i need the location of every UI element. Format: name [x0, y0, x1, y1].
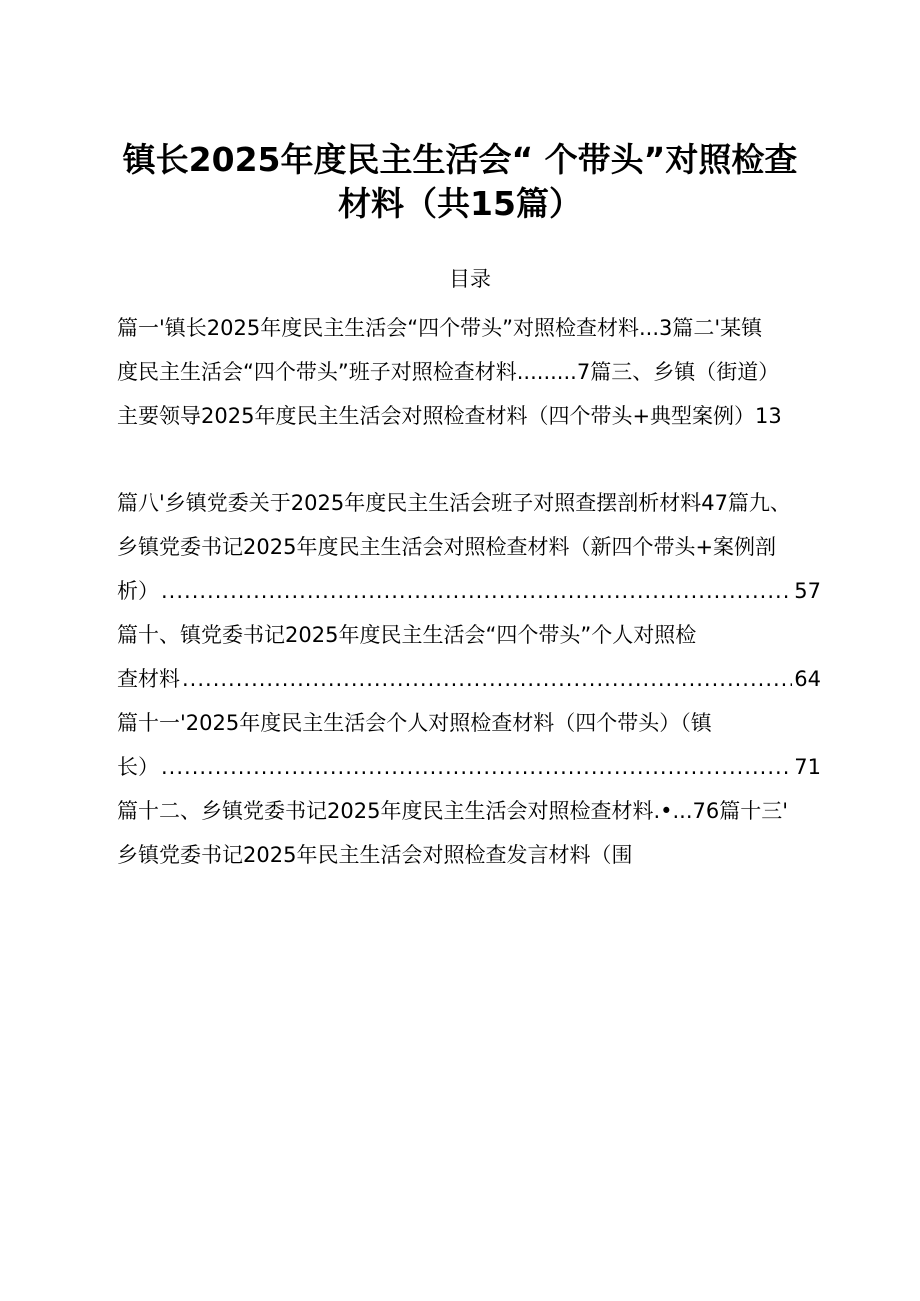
toc-entry-line: 篇十二、乡镇党委书记2025年度民主生活会对照检查材料.•...76篇十三' — [117, 799, 789, 823]
toc-entry-line: 篇一'镇长2025年度民主生活会“四个带头”对照检查材料...3篇二'某镇 — [117, 316, 763, 340]
toc-page-number: 64 — [794, 667, 821, 691]
toc-entry-line: 篇十一'2025年度民主生活会个人对照检查材料（四个带头）（镇 — [117, 711, 712, 735]
toc-entry-line: 篇八'乡镇党委关于2025年度民主生活会班子对照查摆剖析材料47篇九、 — [117, 491, 791, 515]
toc-entry-line: 度民主生活会“四个带头”班子对照检查材料.........7篇三、乡镇（街道） — [117, 360, 780, 384]
document-title-line-1: 镇长2025年度民主生活会“ 个带头”对照检查 — [122, 140, 798, 179]
toc-entry-line: 乡镇党委书记2025年度民主生活会对照检查材料（新四个带头+案例剖 — [117, 535, 777, 559]
toc-entry-line: 篇十、镇党委书记2025年度民主生活会“四个带头”个人对照检 — [117, 623, 697, 647]
document-title-line-2: 材料（共15篇） — [338, 184, 582, 223]
toc-entry-text: 长） — [117, 755, 159, 779]
toc-heading: 目录 — [449, 267, 491, 291]
dot-leader — [161, 574, 792, 608]
toc-entry-line: 乡镇党委书记2025年民主生活会对照检查发言材料（围 — [117, 843, 633, 867]
dot-leader — [161, 750, 792, 784]
toc-page-number: 71 — [794, 755, 821, 779]
toc-entry-text: 查材料 — [117, 667, 180, 691]
dot-leader — [182, 662, 792, 696]
toc-entry-text: 析） — [117, 579, 159, 603]
toc-entry-leader-line — [117, 662, 821, 696]
toc-page-number: 57 — [794, 579, 821, 603]
toc-entry-leader-line — [117, 574, 821, 608]
toc-entry-leader-line — [117, 750, 821, 784]
toc-entry-line: 主要领导2025年度民主生活会对照检查材料（四个带头+典型案例）13 — [117, 404, 782, 428]
